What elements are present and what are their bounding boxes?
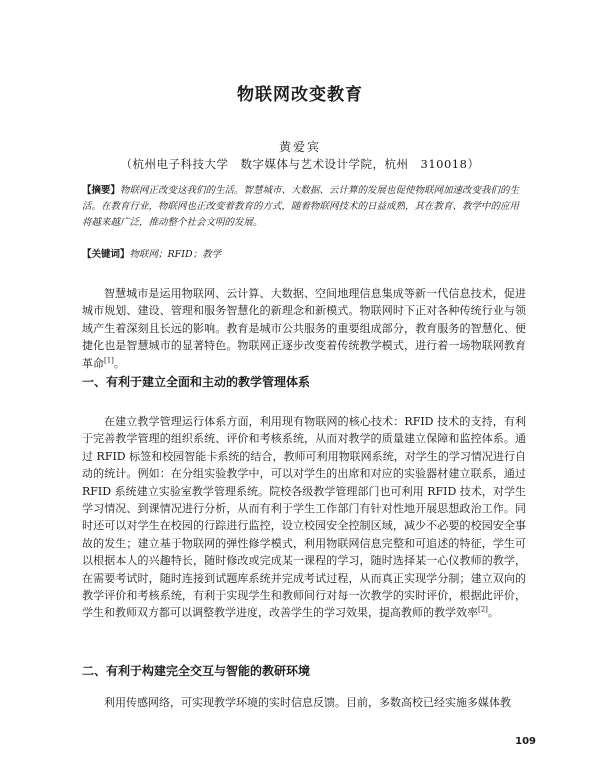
section-1-citation: [2] (478, 605, 488, 614)
keywords-block (82, 247, 526, 263)
section-1-text: 在建立教学管理运行体系方面，利用现有物联网的核心技术：RFID 技术的支持，有利于完善教学管理的组织系统、评价和考核系统，从而对教学的质量建立保障和监控体系。通过 RFID 标签和校园智能卡系统的结合，教师可利用物联网系统，对学生的学习情况进行自动的统计。例如：在分组实验教学中，可以对学生的出席和对应的实验器材建立联系，通过 RFID 系统建立实验室教学管理系统。院校各级教学管理部门也可利用 RFID 技术，对学生学习情况、到课情况进行分析，从而有利于学生工作部门有针对性地开展思想政治工作。同时还可以对学生在校园的行踪进行监控，设立校园安全控制区域，减少不必要的校园安全事故的发生；建立基于物联网的弹性修学模式，利用物联网信息完整和可追述的特征，学生可以根据本人的兴趣特长，随时修改或完成某一课程的学习，随时选择某一心仪教师的教学，在需要考试时，随时连接到试题库系统并完成考试过程，从而真正实现学分制；建立双向的教学评价和考核系统，有利于实现学生和教师间行对每一次教学的实时评价，根据此评价，学生和教师双方都可以调整教学进度，改善学生的学习效果，提高教师的教学效率 (82, 415, 526, 620)
intro-paragraph (82, 285, 526, 372)
abstract-label: 【摘要】 (82, 185, 121, 196)
keywords-text: 物联网；RFID；教学 (129, 249, 222, 260)
section-1-paragraph (82, 413, 526, 622)
page-number: 109 (515, 736, 536, 747)
intro-text: 智慧城市是运用物联网、云计算、大数据、空间地理信息集成等新一代信息技术，促进城市规划、建设、管理和服务智慧化的新理念和新模式。物联网时下正对各种传统行业与领域产生着深刻且长远的影响。教育是城市公共服务的重要组成部分，教育服务的智慧化、便捷化也是智慧城市的显著特色。物联网正逐步改变着传统教学模式，进行着一场物联网教育革命 (82, 287, 526, 370)
author-affiliation: （杭州电子科技大学 数字媒体与艺术设计学院，杭州 310018） (120, 157, 480, 171)
section-2-paragraph: 利用传感网络，可实现教学环境的实时信息反馈。目前，多数高校已经实施多媒体教 (104, 696, 511, 709)
section-1-heading: 一、有利于建立全面和主动的教学管理体系 (82, 375, 311, 389)
abstract-text: 物联网正改变这我们的生活。智慧城市、大数据、云计算的发展也促使物联网加速改变我们的生活。在教育行业，物联网也正改变着教育的方式，随着物联网技术的日益成熟，其在教育、教学中的应用将越来越广泛，推动整个社会文明的发展。 (82, 185, 520, 228)
author-name: 黄爱宾 (278, 140, 321, 154)
paper-title: 物联网改变教育 (237, 85, 363, 105)
section-2-heading: 二、有利于构建完全交互与智能的教研环境 (82, 664, 311, 678)
section-1-end: 。 (487, 606, 499, 620)
abstract-block (82, 183, 526, 231)
intro-citation: [1] (104, 355, 114, 364)
intro-end: 。 (113, 356, 125, 370)
keywords-label: 【关键词】 (82, 249, 130, 260)
